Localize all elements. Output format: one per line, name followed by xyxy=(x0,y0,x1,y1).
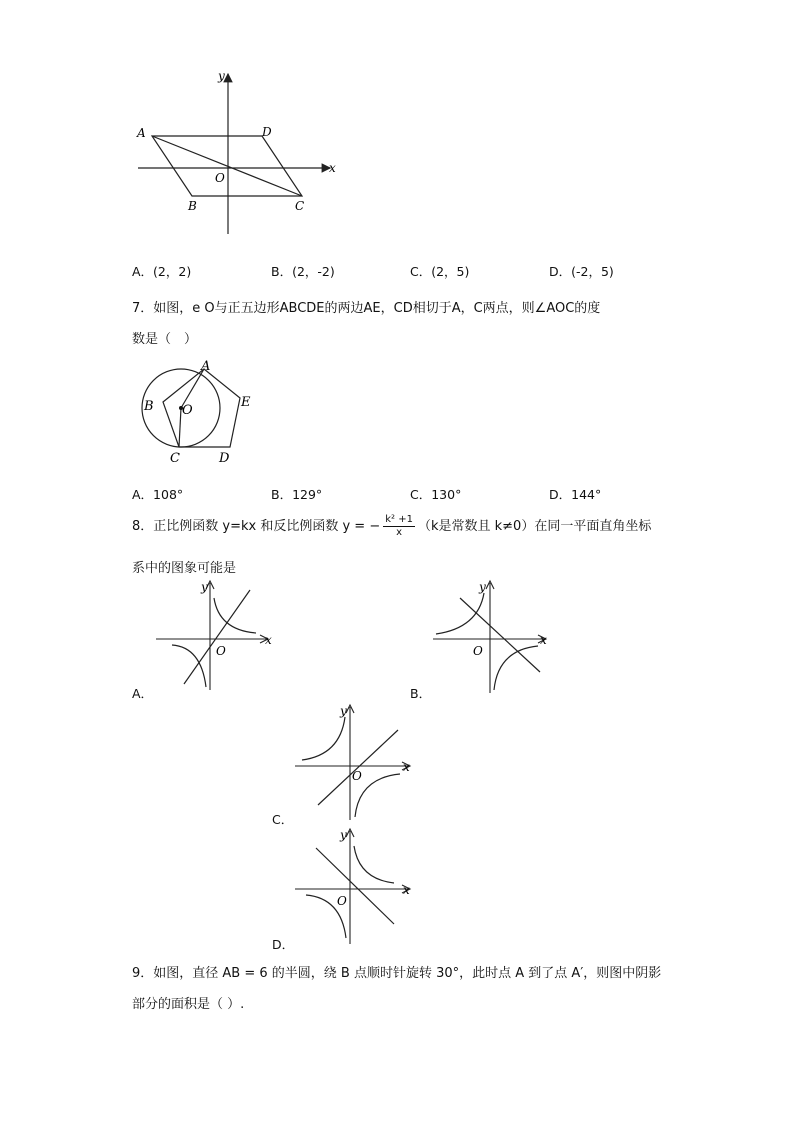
q8-graph-c[interactable] xyxy=(290,702,420,822)
q8-graph-b[interactable] xyxy=(428,578,558,696)
q6-option-b[interactable]: B．(2，-2) xyxy=(271,264,335,279)
label-c: C xyxy=(170,451,180,466)
q6-option-c[interactable]: C．(2，5) xyxy=(410,264,470,279)
q6-option-a[interactable]: A．(2，2) xyxy=(132,264,192,279)
axis-y-label: y xyxy=(340,704,347,718)
label-e: E xyxy=(241,395,251,410)
axis-x-label: x xyxy=(403,883,410,897)
q8-fraction-denominator: x xyxy=(396,527,403,538)
origin-label: O xyxy=(337,894,347,908)
axis-y-label: y xyxy=(340,828,347,842)
axis-y-label: y xyxy=(479,580,486,594)
pentagon-abcde xyxy=(163,369,240,447)
label-o: O xyxy=(182,403,193,418)
q7-figure xyxy=(135,358,265,468)
label-b: B xyxy=(144,399,154,414)
q8-stem-line2: 系中的图象可能是 xyxy=(132,561,237,576)
label-x: x xyxy=(329,161,336,175)
q9-stem-line2: 部分的面积是（ ）. xyxy=(132,997,245,1012)
q6-option-d[interactable]: D．(-2，5) xyxy=(549,264,614,279)
label-d: D xyxy=(219,451,230,466)
q8-option-b[interactable]: B． xyxy=(410,686,432,701)
q8-fraction-numerator: k² +1 xyxy=(385,514,413,525)
label-a: A xyxy=(201,359,211,374)
label-b: B xyxy=(188,199,197,213)
q9-stem-line1: 9．如图，直径 AB = 6 的半圆，绕 B 点顺时针旋转 30°，此时点 A 到了点 A′，则图中阴影 xyxy=(132,966,662,981)
label-y: y xyxy=(218,69,225,83)
label-o: O xyxy=(215,171,225,185)
q8-stem-line1 xyxy=(132,512,651,542)
q7-option-c[interactable]: C．130° xyxy=(410,487,462,502)
label-a: A xyxy=(137,126,146,140)
q8-graph-a[interactable] xyxy=(150,578,280,693)
radius-oc xyxy=(179,408,181,447)
q8-option-c[interactable]: C． xyxy=(272,812,294,827)
axis-y-label: y xyxy=(201,580,208,594)
origin-label: O xyxy=(352,769,362,783)
q7-option-d[interactable]: D．144° xyxy=(549,487,602,502)
label-c: C xyxy=(295,199,305,213)
axis-x-label: x xyxy=(540,633,547,647)
label-d: D xyxy=(262,125,272,139)
q6-figure xyxy=(130,68,345,240)
q7-option-b[interactable]: B．129° xyxy=(271,487,323,502)
q8-fraction xyxy=(383,514,415,539)
q8-option-d[interactable]: D． xyxy=(272,937,295,952)
diagonal-ac xyxy=(152,136,302,196)
q8-stem-prefix: 8．正比例函数 y=kx 和反比例函数 y = − xyxy=(132,519,381,534)
q7-stem-line1: 7．如图，e O与正五边形ABCDE的两边AE，CD相切于A，C两点，则∠AOC的度 xyxy=(132,301,601,316)
q8-graph-d[interactable] xyxy=(290,826,420,946)
origin-label: O xyxy=(216,644,226,658)
axis-x-label: x xyxy=(403,760,410,774)
q7-stem-line2: 数是（ ） xyxy=(132,332,198,347)
q8-stem-suffix: （k是常数且 k≠0）在同一平面直角坐标 xyxy=(417,519,652,534)
origin-label: O xyxy=(473,644,483,658)
q7-option-a[interactable]: A．108° xyxy=(132,487,184,502)
axis-x-label: x xyxy=(265,633,272,647)
q8-option-a[interactable]: A． xyxy=(132,686,154,701)
